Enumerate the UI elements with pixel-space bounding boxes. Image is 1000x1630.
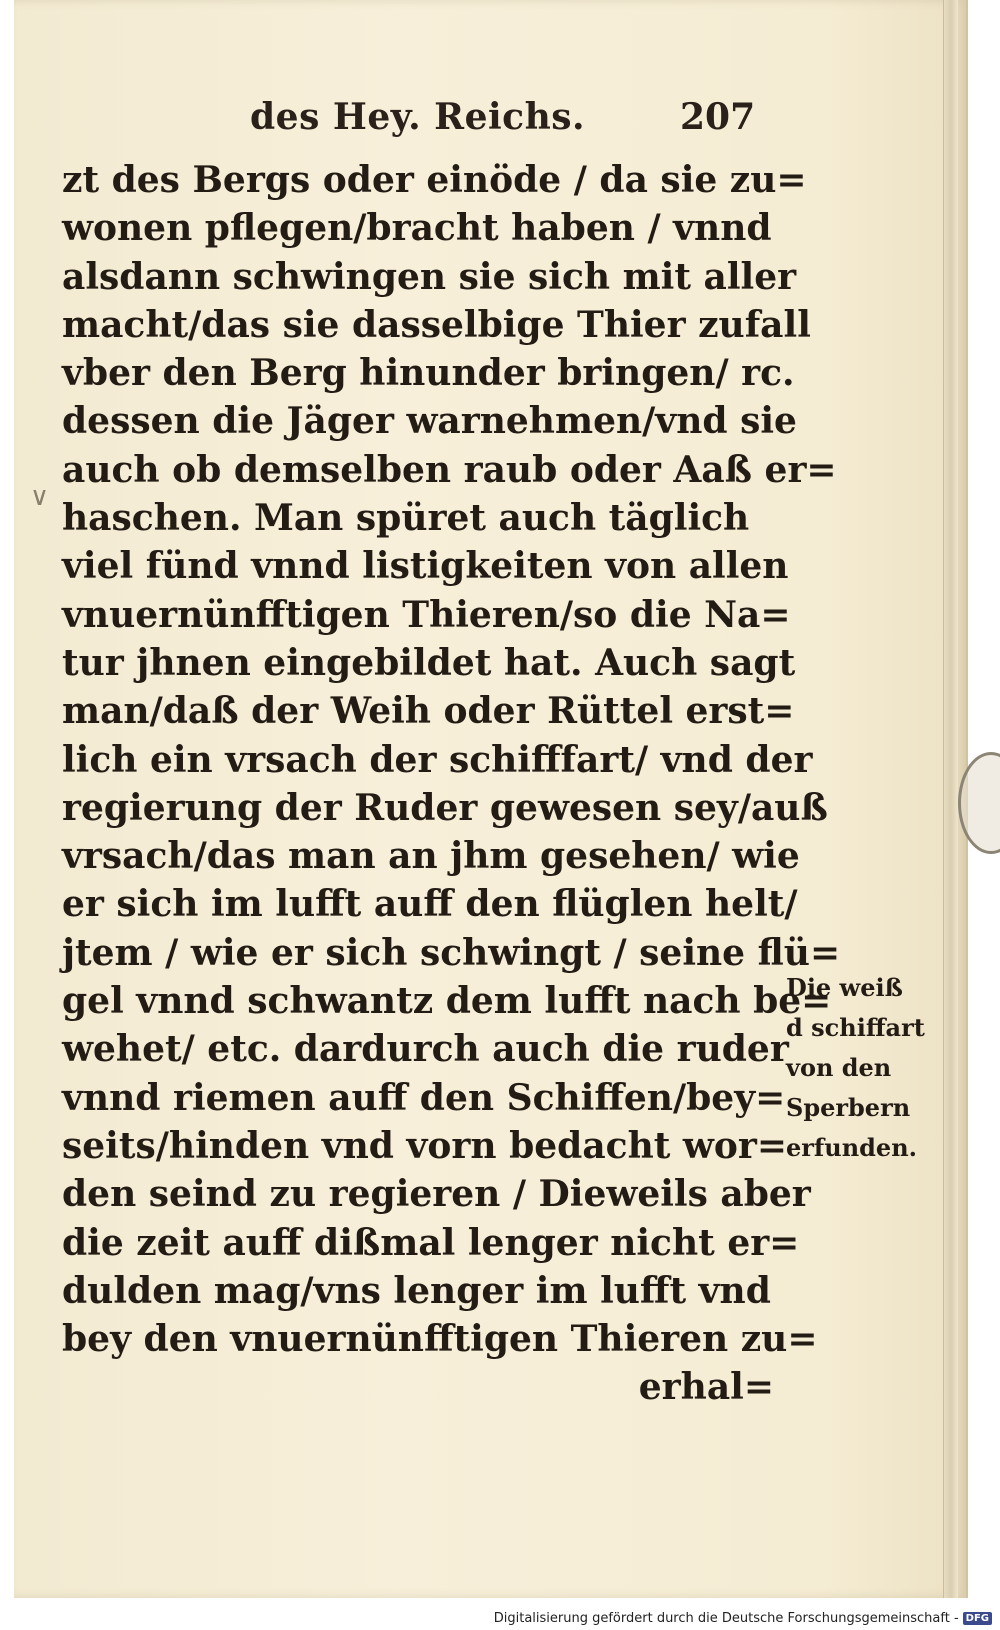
running-head: des Hey. Reichs. bbox=[250, 96, 586, 138]
text-line: zt des Bergs oder einöde / da sie zu= bbox=[62, 159, 807, 201]
margin-note-line: von den bbox=[786, 1053, 892, 1082]
catchword: erhal= bbox=[638, 1366, 774, 1409]
text-line: er sich im lufft auff den flüglen helt/ bbox=[62, 883, 798, 926]
text-line: haschen. Man spüret auch täglich bbox=[62, 497, 750, 540]
text-line: vnuernünfftigen Thieren/so die Na= bbox=[62, 593, 791, 636]
credit-text: Digitalisierung gefördert durch die Deutsche Forschungsgemeinschaft - bbox=[493, 1611, 959, 1626]
text-line: gel vnnd schwantz dem lufft nach be= bbox=[62, 980, 832, 1023]
text-line: macht/das sie dasselbige Thier zufall bbox=[62, 303, 811, 346]
margin-note-line: Die weiß bbox=[786, 973, 903, 1002]
text-line: viel fünd vnnd listigkeiten von allen bbox=[62, 545, 789, 588]
text-line: man/daß der Weih oder Rüttel erst= bbox=[62, 690, 795, 733]
text-line: bey den vnuernünfftigen Thieren zu= bbox=[62, 1318, 818, 1361]
text-line: dessen die Jäger warnehmen/vnd sie bbox=[62, 400, 797, 443]
text-line: dulden mag/vns lenger im lufft vnd bbox=[62, 1269, 771, 1312]
page-edge bbox=[943, 0, 958, 1598]
text-line: auch ob demselben raub oder Aaß er= bbox=[62, 448, 837, 491]
text-line: tur jhnen eingebildet hat. Auch sagt bbox=[62, 641, 796, 684]
digitization-credit bbox=[494, 1611, 992, 1626]
text-line: vnnd riemen auff den Schiffen/bey= bbox=[62, 1076, 786, 1119]
margin-note bbox=[786, 968, 936, 1168]
text-line: den seind zu regieren / Dieweils aber bbox=[62, 1173, 811, 1216]
page-number: 207 bbox=[680, 96, 756, 138]
text-line: wonen pflegen/bracht haben / vnnd bbox=[62, 207, 772, 250]
text-line: vrsach/das man an jhm gesehen/ wie bbox=[62, 835, 800, 878]
margin-note-line: Sperbern bbox=[786, 1093, 911, 1122]
margin-note-line: erfunden. bbox=[786, 1133, 917, 1162]
margin-note-line: d schiffart bbox=[786, 1013, 925, 1042]
dfg-logo: DFG bbox=[963, 1612, 992, 1625]
margin-tick-mark: ∨ bbox=[30, 482, 50, 512]
text-line: vber den Berg hinunder bringen/ rc. bbox=[62, 352, 795, 395]
text-line: jtem / wie er sich schwingt / seine flü= bbox=[62, 931, 841, 974]
text-line: seits/hinden vnd vorn bedacht wor= bbox=[62, 1124, 788, 1167]
text-line: die zeit auff dißmal lenger nicht er= bbox=[62, 1221, 800, 1264]
text-line: regierung der Ruder gewesen sey/auß bbox=[62, 786, 828, 829]
text-line: lich ein vrsach der schifffart/ vnd der bbox=[62, 738, 813, 781]
text-line: wehet/ etc. dardurch auch die ruder bbox=[62, 1028, 789, 1071]
text-line: alsdann schwingen sie sich mit aller bbox=[62, 255, 797, 298]
